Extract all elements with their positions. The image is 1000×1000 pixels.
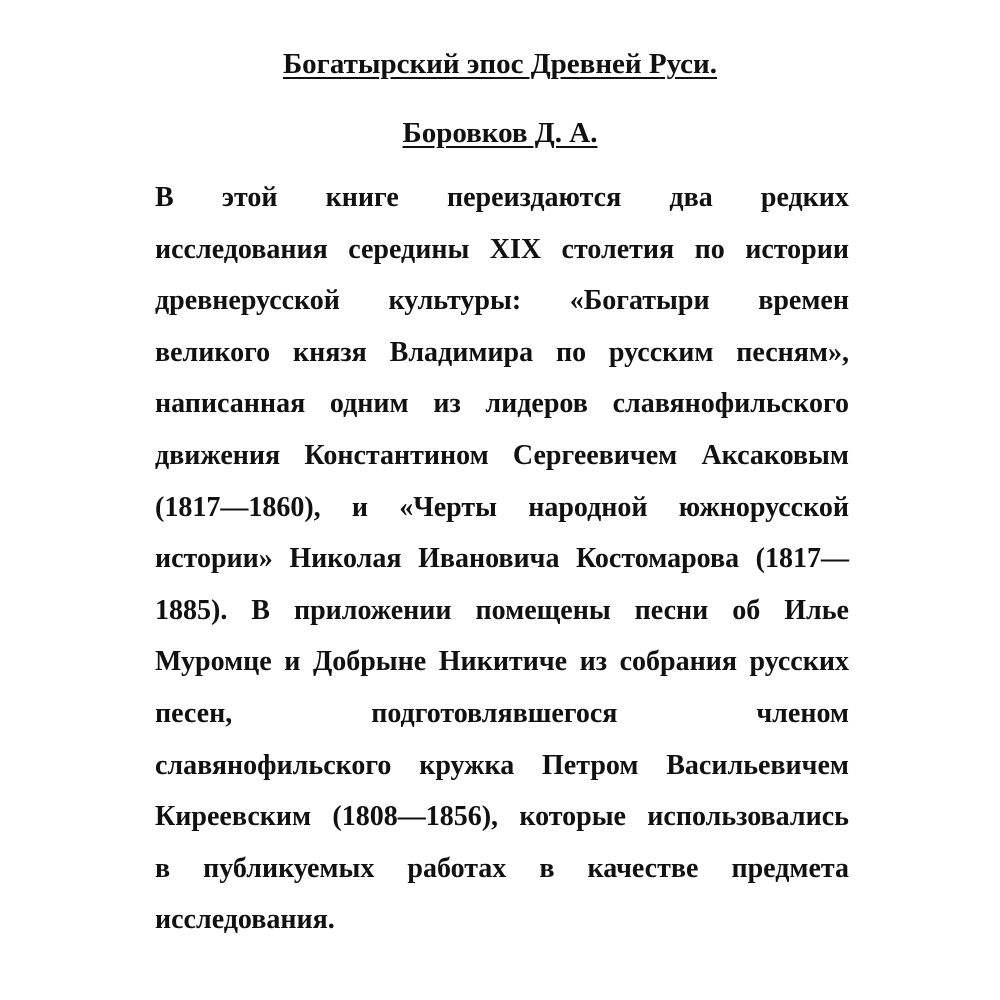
- paragraph-word: южнорусской: [678, 492, 849, 523]
- paragraph-word: русским: [608, 337, 714, 368]
- paragraph-word: из: [579, 646, 608, 677]
- paragraph-word: древнерусской: [155, 285, 340, 316]
- paragraph-line: [155, 180, 849, 216]
- paragraph-word: Костомарова: [576, 543, 740, 574]
- paragraph-word: 1885).: [155, 595, 228, 626]
- paragraph-word: об: [732, 595, 761, 626]
- paragraph-word: написанная: [155, 388, 306, 419]
- paragraph-word: середины: [348, 234, 470, 265]
- paragraph-word: Никитиче: [438, 646, 568, 677]
- paragraph-word: в: [539, 853, 555, 884]
- paragraph-word: народной: [528, 492, 648, 523]
- paragraph-word: и: [351, 492, 368, 523]
- paragraph-word: переиздаются: [446, 182, 622, 213]
- paragraph-word: из: [433, 388, 461, 419]
- paragraph-word: членом: [756, 698, 849, 729]
- paragraph-word: Константином: [304, 440, 489, 471]
- paragraph-word: Васильевичем: [666, 750, 849, 781]
- paragraph-word: русских: [749, 646, 849, 677]
- paragraph-word: кружка: [419, 750, 515, 781]
- paragraph-word: культуры:: [388, 285, 522, 316]
- paragraph-word: (1817—: [755, 543, 849, 574]
- paragraph-word: и: [284, 646, 301, 677]
- paragraph-word: два: [669, 182, 713, 213]
- document-title-text: Богатырский эпос Древней Руси.: [282, 48, 718, 80]
- paragraph-word: столетия: [561, 234, 675, 265]
- paragraph-word: собрания: [619, 646, 737, 677]
- paragraph-word: XIX: [489, 234, 542, 265]
- paragraph-word: В: [251, 595, 270, 626]
- paragraph-word: Николая: [289, 543, 402, 574]
- paragraph-word: Добрыне: [312, 646, 427, 677]
- paragraph-word: этой: [221, 182, 278, 213]
- paragraph-word: Киреевским: [155, 801, 312, 832]
- paragraph-word: по: [555, 337, 587, 368]
- paragraph-word: которые: [519, 801, 626, 832]
- paragraph-word: предмета: [731, 853, 849, 884]
- paragraph-word: времен: [758, 285, 849, 316]
- paragraph-word: Муромце: [155, 646, 272, 677]
- paragraph-word: князя: [293, 337, 367, 368]
- paragraph-word: песни: [634, 595, 709, 626]
- paragraph-word: «Черты: [399, 492, 497, 523]
- paragraph-word: истории»: [155, 543, 273, 574]
- paragraph-word: В: [155, 182, 174, 213]
- paragraph-line: [155, 335, 849, 371]
- paragraph-word: Владимира: [389, 337, 534, 368]
- paragraph-word: редких: [760, 182, 849, 213]
- paragraph-word: исследования: [155, 234, 328, 265]
- paragraph-word: Ивановича: [418, 543, 560, 574]
- paragraph-word: славянофильского: [155, 750, 392, 781]
- paragraph-word: (1817—1860),: [155, 492, 321, 523]
- paragraph-line: [155, 283, 849, 319]
- paragraph-line: [155, 593, 849, 629]
- paragraph-line: [155, 490, 849, 526]
- paragraph-word: Петром: [542, 750, 639, 781]
- paragraph-line: [155, 902, 849, 938]
- paragraph-word: лидеров: [485, 388, 588, 419]
- paragraph-word: Аксаковым: [701, 440, 849, 471]
- paragraph-line: [155, 799, 849, 835]
- paragraph-word: песен,: [155, 698, 233, 729]
- paragraph-word: работах: [407, 853, 507, 884]
- paragraph-line: [155, 748, 849, 784]
- document-author: [0, 115, 1000, 151]
- paragraph-word: в: [155, 853, 171, 884]
- paragraph-line: [155, 232, 849, 268]
- paragraph-word: исследования.: [155, 904, 335, 935]
- paragraph-line: [155, 386, 849, 422]
- paragraph-word: помещены: [475, 595, 611, 626]
- paragraph-word: Илье: [784, 595, 849, 626]
- paragraph-word: истории: [745, 234, 849, 265]
- paragraph-word: подготовлявшегося: [371, 698, 618, 729]
- paragraph-word: «Богатыри: [569, 285, 710, 316]
- paragraph-word: публикуемых: [203, 853, 375, 884]
- paragraph-line: [155, 438, 849, 474]
- paragraph-line: [155, 851, 849, 887]
- paragraph-word: по: [694, 234, 725, 265]
- paragraph-word: славянофильского: [612, 388, 849, 419]
- paragraph-word: качестве: [587, 853, 699, 884]
- document-title: [0, 46, 1000, 82]
- paragraph-word: одним: [329, 388, 409, 419]
- paragraph-word: книге: [325, 182, 399, 213]
- paragraph-word: движения: [155, 440, 281, 471]
- paragraph-line: [155, 541, 849, 577]
- paragraph-word: Сергеевичем: [512, 440, 678, 471]
- document-author-text: Боровков Д. А.: [402, 117, 598, 149]
- paragraph-line: [155, 696, 849, 732]
- paragraph-word: великого: [155, 337, 271, 368]
- paragraph-word: приложении: [293, 595, 452, 626]
- paragraph-word: использовались: [647, 801, 849, 832]
- paragraph-word: песням»,: [736, 337, 849, 368]
- paragraph-line: [155, 644, 849, 680]
- paragraph-word: (1808—1856),: [332, 801, 499, 832]
